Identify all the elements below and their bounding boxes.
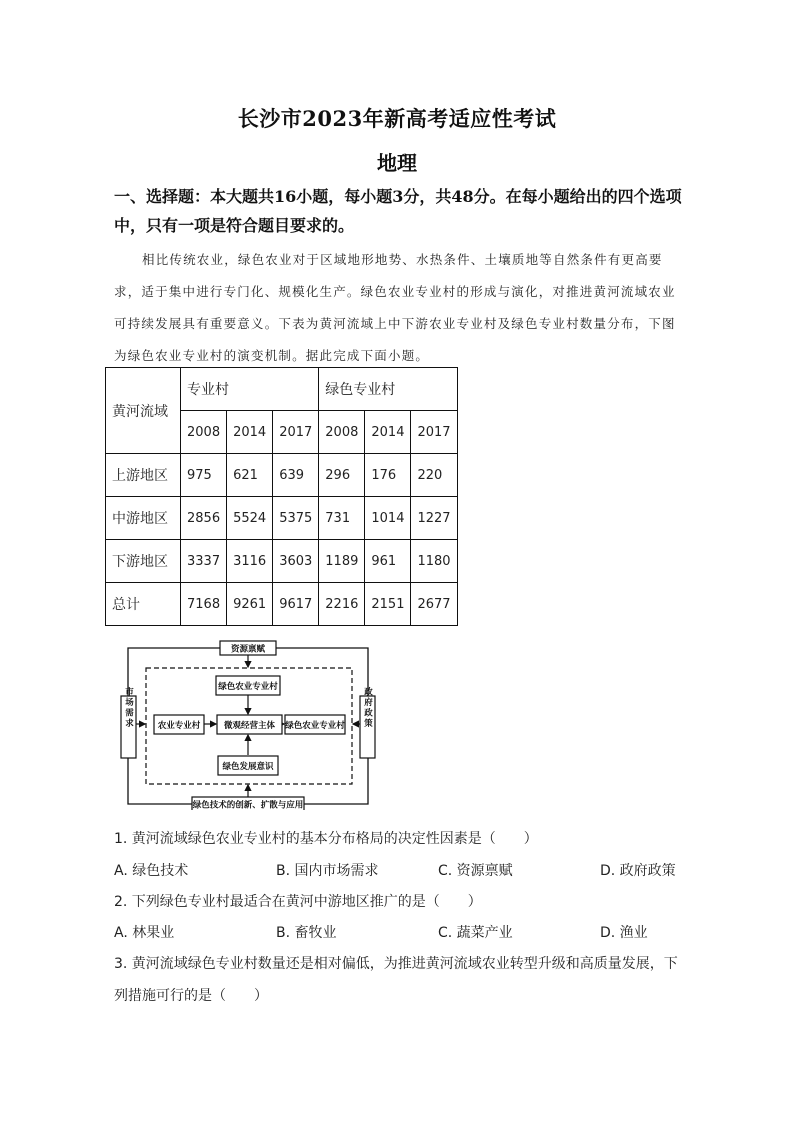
table-cell: 961 [365, 540, 411, 583]
table-cell: 1014 [365, 497, 411, 540]
inner-top-box [216, 676, 280, 695]
table-cell: 639 [273, 454, 319, 497]
diagram-label-left: 市场需求 [123, 687, 134, 729]
table-cell: 3116 [227, 540, 273, 583]
question-1-option-d[interactable]: D. 政府政策 [600, 863, 676, 879]
table-cell: 2677 [411, 583, 457, 626]
table-year-header: 2017 [273, 411, 319, 454]
table-cell: 731 [319, 497, 365, 540]
table-year-header: 2014 [365, 411, 411, 454]
table-cell: 9261 [227, 583, 273, 626]
question-1-stem: 1. 黄河流域绿色农业专业村的基本分布格局的决定性因素是（ ） [114, 831, 538, 847]
question-3-stem-line2: 列措施可行的是（ ） [114, 988, 268, 1004]
question-2-option-d[interactable]: D. 渔业 [600, 925, 648, 941]
question-2-option-a[interactable]: A. 林果业 [114, 925, 175, 941]
evolution-mechanism-diagram [120, 638, 386, 810]
table-cell: 176 [365, 454, 411, 497]
inner-left-box [154, 715, 204, 734]
diagram-label-top: 资源禀赋 [230, 644, 266, 655]
market-demand-box [121, 686, 136, 758]
table-cell: 7168 [181, 583, 227, 626]
question-1-option-a[interactable]: A. 绿色技术 [114, 863, 189, 879]
table-year-header: 2008 [319, 411, 365, 454]
table-cell: 3603 [273, 540, 319, 583]
table-cell: 2151 [365, 583, 411, 626]
inner-right-box [285, 715, 345, 734]
diagram-label-bottom: 绿色技术的创新、扩散与应用 [192, 800, 304, 810]
table-row-label: 上游地区 [106, 454, 181, 497]
table-cell: 2216 [319, 583, 365, 626]
question-1-option-c[interactable]: C. 资源禀赋 [438, 863, 513, 879]
question-2-option-c[interactable]: C. 蔬菜产业 [438, 925, 513, 941]
inner-bottom-box [218, 756, 278, 775]
table-cell: 296 [319, 454, 365, 497]
resource-endowment-box [220, 641, 276, 655]
diagram-label-inner-right: 绿色农业专业村 [285, 721, 345, 731]
reading-passage: 相比传统农业，绿色农业对于区域地形地势、水热条件、土壤质地等自然条件有更高要求，适于集中进行专门化、规模化生产。绿色农业专业村的形成与演化，对推进黄河流域农业可持续发展具有重要意义。下表为黄河流域上中下游农业专业村及绿色专业村数量分布，下图为绿色农业专业村的演变机制。据此完成下面小题。 [114, 252, 676, 363]
table-row-label: 总计 [106, 583, 181, 626]
exam-title: 长沙市2023年新高考适应性考试 [237, 106, 557, 131]
table-year-header: 2014 [227, 411, 273, 454]
village-count-table [105, 367, 458, 626]
diagram-label-inner-left: 农业专业村 [157, 721, 201, 731]
table-cell: 2856 [181, 497, 227, 540]
table-row [106, 540, 458, 583]
table-year-header: 2008 [181, 411, 227, 454]
question-2-option-b[interactable]: B. 畜牧业 [276, 925, 337, 941]
table-row-label: 中游地区 [106, 497, 181, 540]
table-cell: 3337 [181, 540, 227, 583]
government-policy-box [360, 686, 375, 758]
diagram-label-inner-top: 绿色农业专业村 [218, 682, 278, 692]
table-cell: 1189 [319, 540, 365, 583]
table-row [106, 454, 458, 497]
inner-center-box [217, 715, 282, 734]
question-2-stem: 2. 下列绿色专业村最适合在黄河中游地区推广的是（ ） [114, 894, 482, 910]
green-tech-box [192, 797, 304, 810]
diagram-label-right: 政府政策 [362, 687, 373, 729]
diagram-label-inner-bottom: 绿色发展意识 [222, 762, 274, 772]
table-row-label: 下游地区 [106, 540, 181, 583]
table-row [106, 497, 458, 540]
table-cell: 621 [227, 454, 273, 497]
table-cell: 1180 [411, 540, 457, 583]
table-cell: 1227 [411, 497, 457, 540]
table-cell: 5375 [273, 497, 319, 540]
section-instructions: 一、选择题：本大题共16小题，每小题3分，共48分。在每小题给出的四个选项中，只有一项是符合题目要求的。 [114, 187, 682, 235]
subject-title: 地理 [377, 151, 417, 175]
table-year-header: 2017 [411, 411, 457, 454]
table-row [106, 583, 458, 626]
table-cell: 9617 [273, 583, 319, 626]
question-3-stem-line1: 3. 黄河流域绿色专业村数量还是相对偏低，为推进黄河流域农业转型升级和高质量发展，下 [114, 956, 678, 972]
table-group-header: 绿色专业村 [319, 368, 457, 411]
table-group-header: 专业村 [181, 368, 319, 411]
diagram-label-inner-center: 微观经营主体 [223, 721, 276, 731]
table-cell: 5524 [227, 497, 273, 540]
table-cell: 220 [411, 454, 457, 497]
table-cell: 975 [181, 454, 227, 497]
question-1-option-b[interactable]: B. 国内市场需求 [276, 863, 379, 879]
table-corner-header: 黄河流域 [106, 368, 181, 454]
